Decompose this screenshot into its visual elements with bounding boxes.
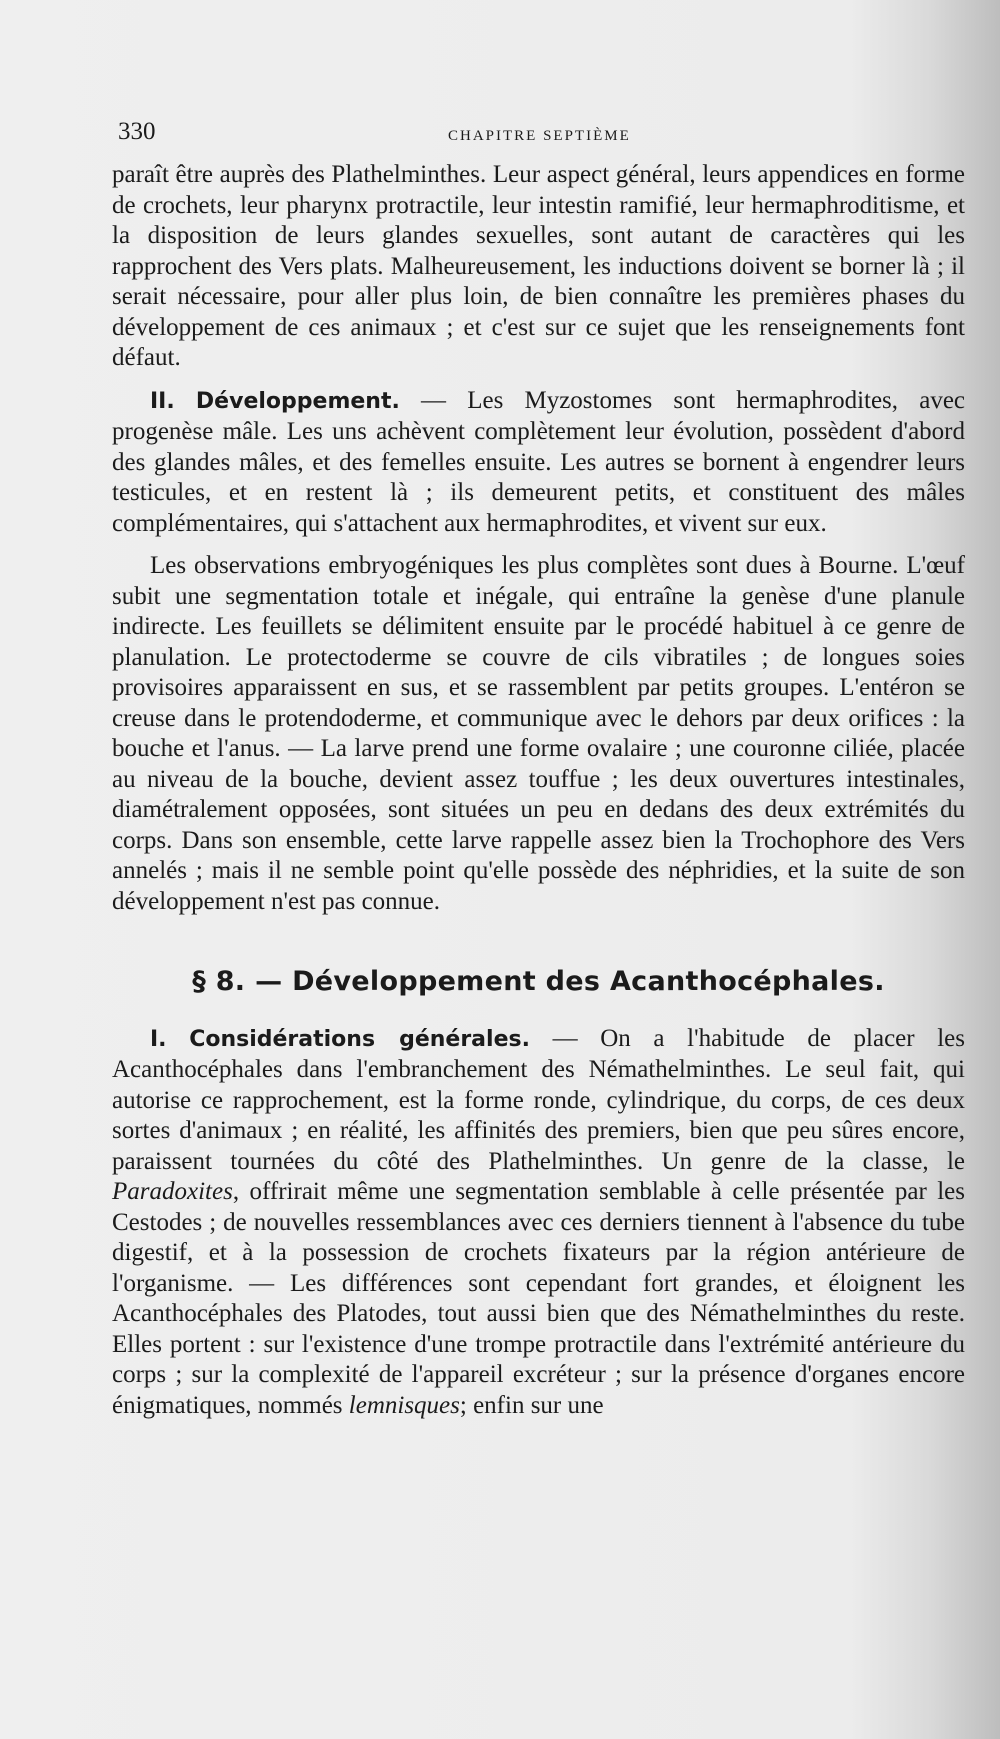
paragraph-continued: paraît être auprès des Plathelminthes. Leur aspect général, leurs appendices en forme de crochets, leur pharynx protractile, leur intestin ramifié, leur hermaphroditisme, et la disposition de leurs glandes sexuelles, sont autant de caractères qui les rapprochent des Vers plats. Malheureusement, les inductions doivent se borner là ; il serait nécessaire, pour aller plus loin, de bien connaître les premières phases du développement de ces animaux ; et c'est sur ce sujet que les renseignements font défaut.	[112, 161, 965, 371]
paragraph-text: , offrirait même une segmentation semblable à celle présentée par les Cestodes ; de nouvelles ressemblances avec ces derniers tiennent à l'absence du tube digestif, et à la possession de crochets fixateurs par la région antérieure de l'organisme. — Les différences sont cependant fort grandes, et éloignent les Acanthocéphales des Platodes, tout aussi bien que des Némathelminthes du reste. Elles portent : sur l'existence d'une trompe protractile dans l'extrémité antérieure du corps ; sur la complexité de l'appareil excréteur ; sur la présence d'organes encore énigmatiques, nommés	[112, 1178, 965, 1419]
running-title: CHAPITRE SEPTIÈME	[448, 128, 631, 144]
paragraph-number: I.	[150, 1026, 167, 1052]
paragraph-text: ; enfin sur une	[459, 1391, 604, 1419]
section-title: — Développement des Acanthocéphales.	[255, 966, 885, 997]
section-number: § 8.	[192, 966, 246, 997]
italic-term: lemnisques	[348, 1391, 460, 1419]
page-header	[118, 118, 963, 158]
paragraph-number: II.	[150, 388, 175, 414]
paragraph-development	[112, 386, 965, 540]
body-text	[112, 160, 965, 1421]
paragraph-text: — Les Myzostomes sont hermaphrodites, avec progenèse mâle. Les uns achèvent complètement leur évolution, possèdent d'abord des glandes mâles, et des femelles ensuite. Les autres se bornent à engendrer leurs testicules, et en restent là ; ils demeurent petits, et constituent des mâles complémentaires, qui s'attachent aux hermaphrodites, et vivent sur eux.	[112, 386, 966, 537]
italic-term: Paradoxites	[112, 1178, 233, 1205]
paragraph-heading: Considérations générales.	[189, 1026, 530, 1052]
paragraph-heading: Développement.	[195, 388, 400, 414]
paragraph-considerations	[112, 1024, 965, 1422]
page-number: 330	[118, 118, 156, 145]
paragraph-embryology: Les observations embryogéniques les plus complètes sont dues à Bourne. L'œuf subit une segmentation totale et inégale, qui entraîne la genèse d'une planule indirecte. Les feuillets se délimitent ensuite par le procédé habituel à ce genre de planulation. Le protectoderme se couvre de cils vibratiles ; de longues soies provisoires apparaissent en sus, et se rassemblent par petits groupes. L'entéron se creuse dans le protendoderme, et communique avec le dehors par deux orifices : la bouche et l'anus. — La larve prend une forme ovalaire ; une couronne ciliée, placée au niveau de la bouche, devient assez touffue ; les deux ouvertures intestinales, diamétralement opposées, sont situées un peu en dedans des deux extrémités du corps. Dans son ensemble, cette larve rappelle assez bien la Trochophore des Vers annelés ; mais il ne semble point qu'elle possède des néphridies, et la suite de son développement n'est pas connue.	[112, 552, 965, 915]
paragraph-text: — On a l'habitude de placer les Acanthocéphales dans l'embranchement des Némathelminthes. Le seul fait, qui autorise ce rapprochement, est la forme ronde, cylindrique, du corps, de ces deux sortes d'animaux ; en réalité, les affinités des premiers, bien que peu sûres encore, paraissent tournées du côté des Plathelminthes. Un genre de la classe, le	[112, 1024, 966, 1175]
section-heading	[112, 967, 965, 998]
